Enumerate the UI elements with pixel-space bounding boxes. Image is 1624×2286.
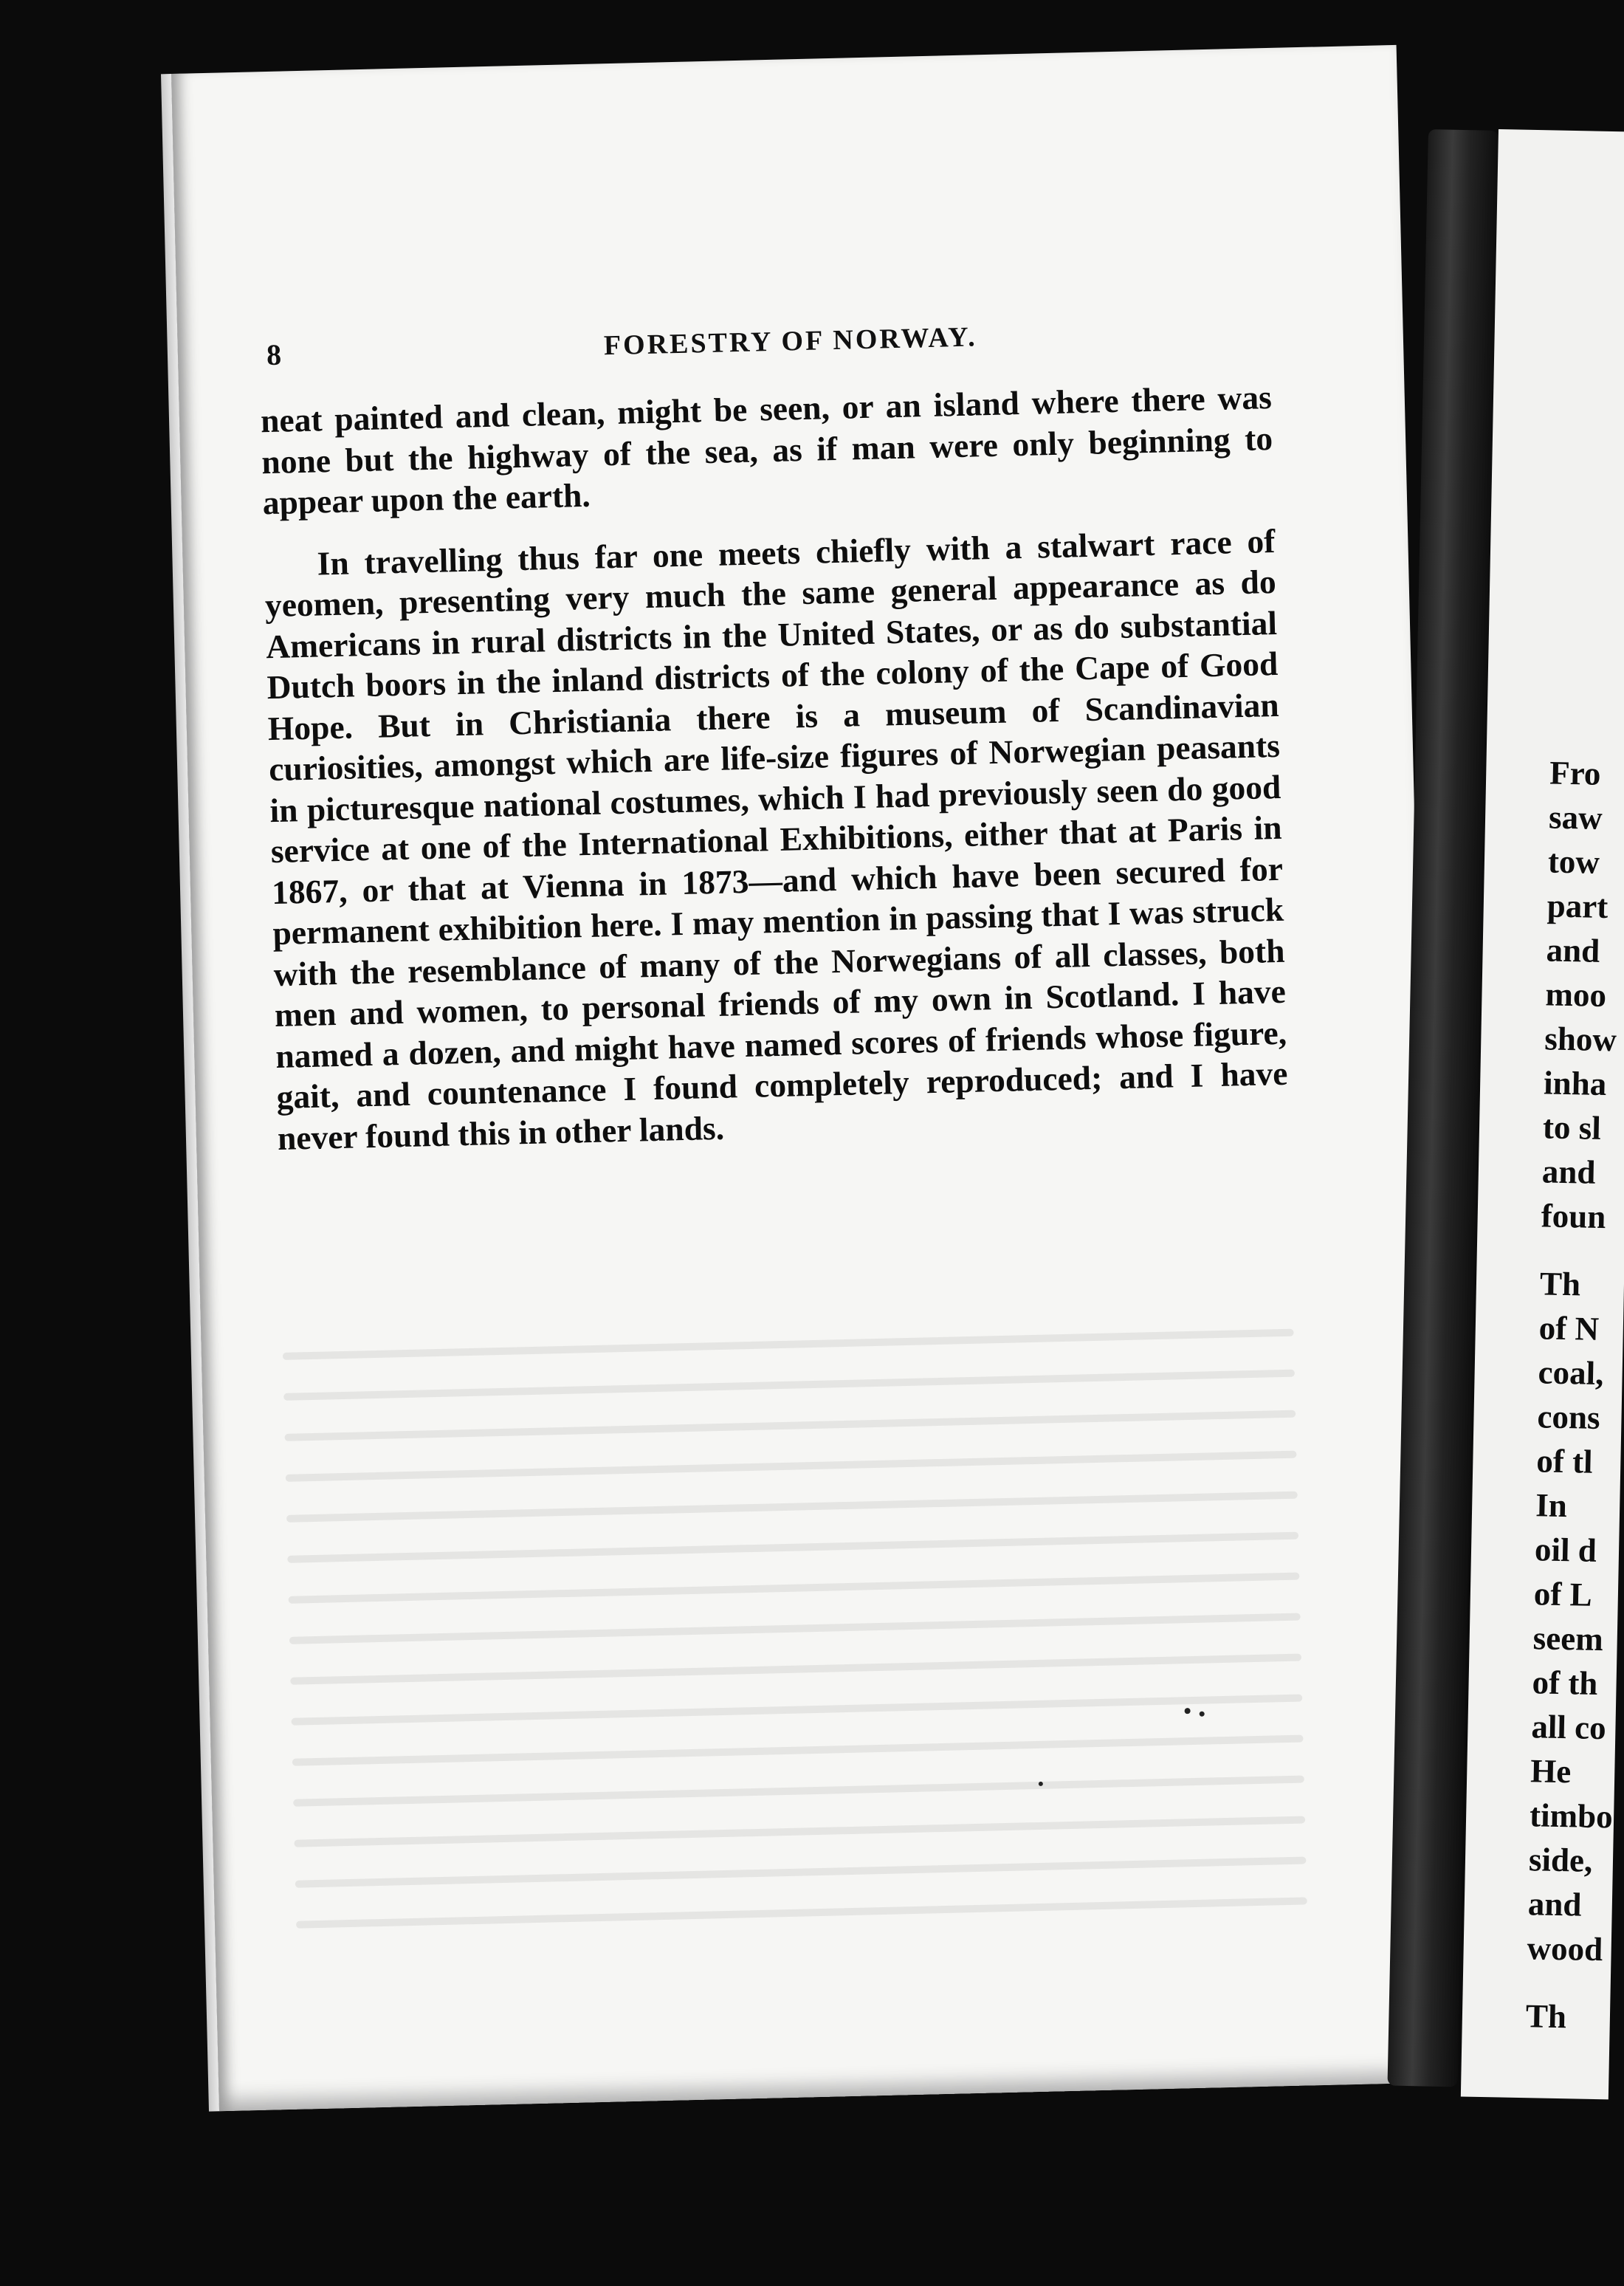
right-line-fragment: of N bbox=[1538, 1309, 1600, 1348]
running-head bbox=[266, 313, 1315, 382]
right-line-fragment: Fro bbox=[1549, 754, 1601, 792]
paragraph-continued: neat painted and clean, might be seen, or an island where there was none but the highway of the sea, as if man were only beginning to appear upon the earth. bbox=[260, 378, 1273, 522]
body-text bbox=[260, 377, 1289, 1159]
paragraph: In travelling thus far one meets chiefly with a stalwart race of yeomen, presenting very much the same general appearance as do Americans in rural districts in the United States, or as do substantial Dutch boors in the inland districts of the colony of the Cape of Good Hope. But in Christiania there is a museum of Scandinavian curiosities, amongst which are life-size figures of Norwegian peasants in picturesque national costumes, which I had previously seen do good service at one of the International Exhibitions, either that at Paris in 1867, or that at Vienna in 1873—and which have been secured for permanent exhibition here. I may mention in passing that I was struck with the resemblance of many of the Norwegians of all classes, both men and women, to personal friends of my own in Scotland. I have named a dozen, and might have named scores of friends whose figure, gait, and countenance I found completely reproduced; and I have never found this in other lands. bbox=[264, 521, 1288, 1157]
page-number: 8 bbox=[266, 337, 282, 372]
right-line-fragment: of th bbox=[1532, 1664, 1598, 1702]
right-line-fragment: He bbox=[1530, 1752, 1572, 1791]
right-line-fragment: side, bbox=[1528, 1841, 1593, 1879]
left-page bbox=[171, 45, 1445, 2111]
right-line-fragment: moo bbox=[1545, 975, 1607, 1015]
right-line-fragment: and bbox=[1527, 1885, 1582, 1923]
right-line-fragment: to sl bbox=[1542, 1108, 1602, 1147]
right-line-fragment: of L bbox=[1533, 1575, 1593, 1613]
running-head-title: FORESTRY OF NORWAY. bbox=[603, 321, 978, 362]
right-line-fragment: foun bbox=[1541, 1197, 1606, 1236]
right-line-fragment: tow bbox=[1547, 842, 1600, 881]
bleed-through-text bbox=[282, 1296, 1308, 1962]
right-line-fragment: and bbox=[1541, 1153, 1596, 1191]
right-line-fragment: part bbox=[1546, 887, 1608, 926]
right-line-fragment: saw bbox=[1548, 798, 1603, 837]
right-line-fragment: of tl bbox=[1535, 1442, 1594, 1480]
right-line-fragment: show bbox=[1544, 1020, 1617, 1059]
right-line-fragment: cons bbox=[1537, 1398, 1601, 1436]
right-line-fragment: seem bbox=[1532, 1619, 1604, 1658]
paragraph-gap bbox=[1541, 1238, 1624, 1264]
right-line-fragment: all co bbox=[1530, 1708, 1607, 1747]
right-line-fragment: Th bbox=[1525, 1997, 1567, 2036]
right-line-fragment: timbo bbox=[1529, 1796, 1614, 1836]
right-line-fragment: and bbox=[1546, 931, 1600, 969]
right-line-fragment: inha bbox=[1543, 1064, 1607, 1103]
right-line-fragment: In bbox=[1535, 1486, 1568, 1525]
right-line-fragment: coal, bbox=[1538, 1353, 1604, 1393]
paragraph-gap bbox=[1527, 1970, 1624, 1997]
right-page-text bbox=[1525, 750, 1624, 2041]
right-line-fragment: wood bbox=[1527, 1929, 1603, 1968]
right-line-fragment: oil d bbox=[1534, 1531, 1597, 1569]
right-line-fragment: Th bbox=[1539, 1265, 1581, 1303]
page-edge bbox=[161, 74, 219, 2112]
